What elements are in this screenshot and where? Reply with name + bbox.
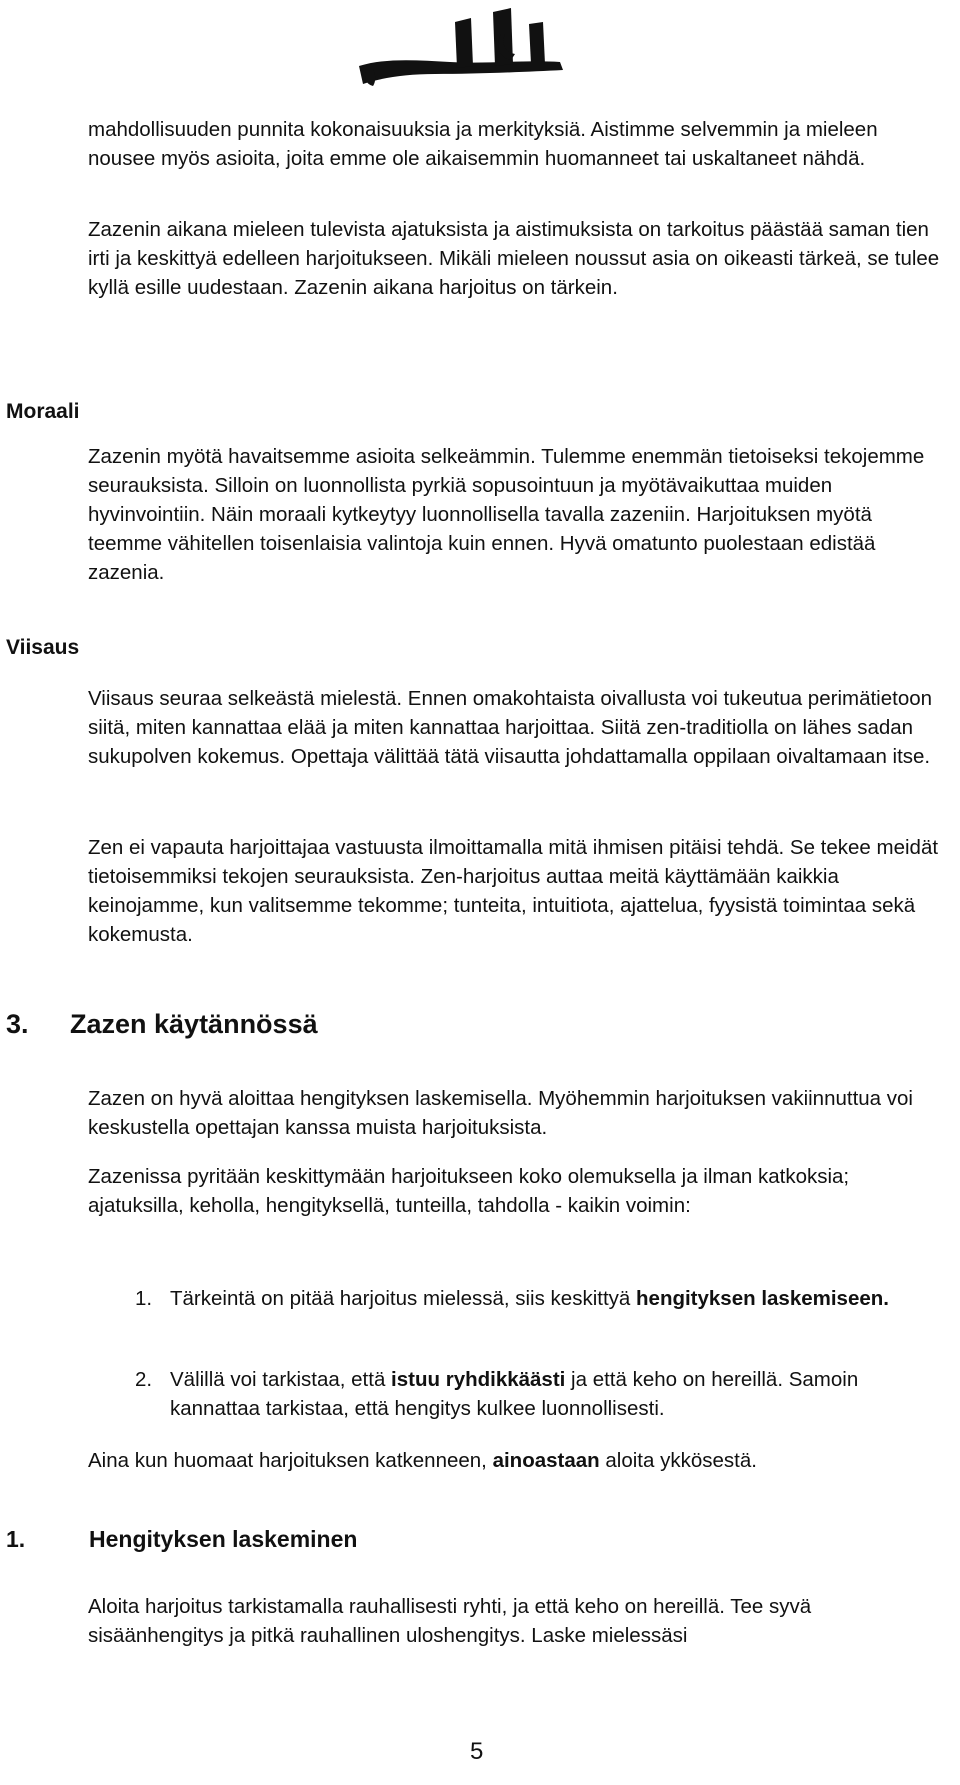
side-label-moraali: Moraali xyxy=(6,400,80,423)
page-number: 5 xyxy=(470,1738,484,1765)
paragraph-morality: Zazenin myötä havaitsemme asioita selkeämmin. Tulemme enemmän tietoiseksi tekojemme seurauksista. Silloin on luonnollista pyrkiä sopusointuun ja myötävaikuttaa muiden hyvinvointiin. Näin moraali kytkeytyy luonnollisella tavalla zazeniin. Harjoituksen myötä teemme vähitellen toisenlaisia valintoja kuin ennen. Hyvä omatunto puolestaan edistää zazenia. xyxy=(88,445,925,584)
paragraph-responsibility: Zen ei vapauta harjoittajaa vastuusta ilmoittamalla mitä ihmisen pitäisi tehdä. Se tekee meidät tietoisemmiksi tekojen seurauksista. Zen-harjoitus auttaa meitä käyttämään kaikkia keinojamme, kun valitsemme tekomme; tunteita, intuitiota, ajattelua, fyysistä toimintaa sekä kokemusta. xyxy=(88,836,939,946)
paragraph-perception: mahdollisuuden punnita kokonaisuuksia ja merkityksiä. Aistimme selvemmin ja mieleen nousee myös asioita, joita emme ole aikaisemmin huomanneet tai uskaltaneet nähdä. xyxy=(88,118,878,170)
list-number: 1. xyxy=(135,1287,153,1310)
paragraph-restart: Aina kun huomaat harjoituksen katkenneen, ainoastaan aloita ykkösestä. xyxy=(88,1449,757,1472)
side-label-viisaus: Viisaus xyxy=(6,636,80,659)
section-heading-zazen-in-practice xyxy=(6,1009,906,1049)
calligraphy-logo xyxy=(355,4,575,94)
list-text: Tärkeintä on pitää harjoitus mielessä, siis keskittyä hengityksen laskemiseen. xyxy=(170,1287,889,1310)
list-number: 2. xyxy=(135,1368,153,1391)
heading-number: 3. xyxy=(6,1009,29,1039)
paragraph-wisdom: Viisaus seuraa selkeästä mielestä. Ennen omakohtaista oivallusta voi tukeutua perimätietoon siitä, miten kannattaa elää ja miten kannattaa harjoittaa. Siitä zen-traditiolla on lähes sadan sukupolven kokemus. Opettaja välittää tätä viisautta johdattamalla oppilaan oivaltamaan itse. xyxy=(88,687,933,768)
list-text: Välillä voi tarkistaa, että istuu ryhdikkäästi ja että keho on hereillä. Samoin kannattaa tarkistaa, että hengitys kulkee luonnollisesti. xyxy=(170,1368,859,1420)
heading-number: 1. xyxy=(6,1526,26,1552)
paragraph-letting-go: Zazenin aikana mieleen tulevista ajatuksista ja aistimuksista on tarkoitus päästää saman tien irti ja keskittyä edelleen harjoitukseen. Mikäli mieleen noussut asia on oikeasti tärkeä, se tulee kyllä esille uudestaan. Zazenin aikana harjoitus on tärkein. xyxy=(88,218,940,299)
paragraph-begin-practice: Aloita harjoitus tarkistamalla rauhallisesti ryhti, ja että keho on hereillä. Tee syvä sisäänhengitys ja pitkä rauhallinen uloshengitys. Laske mielessäsi xyxy=(88,1595,812,1647)
section-heading-breath-counting xyxy=(6,1526,906,1560)
paragraph-full-concentration: Zazenissa pyritään keskittymään harjoitukseen koko olemuksella ja ilman katkoksia; ajatuksilla, keholla, hengityksellä, tunteilla, tahdolla - kaikin voimin: xyxy=(88,1165,850,1217)
paragraph-start-counting: Zazen on hyvä aloittaa hengityksen laskemisella. Myöhemmin harjoituksen vakiinnuttua voi keskustella opettajan kanssa muista harjoituksista. xyxy=(88,1087,913,1139)
list-item xyxy=(135,1284,955,1342)
heading-text: Zazen käytännössä xyxy=(70,1009,318,1039)
heading-text: Hengityksen laskeminen xyxy=(89,1526,358,1552)
list-item xyxy=(135,1365,955,1423)
